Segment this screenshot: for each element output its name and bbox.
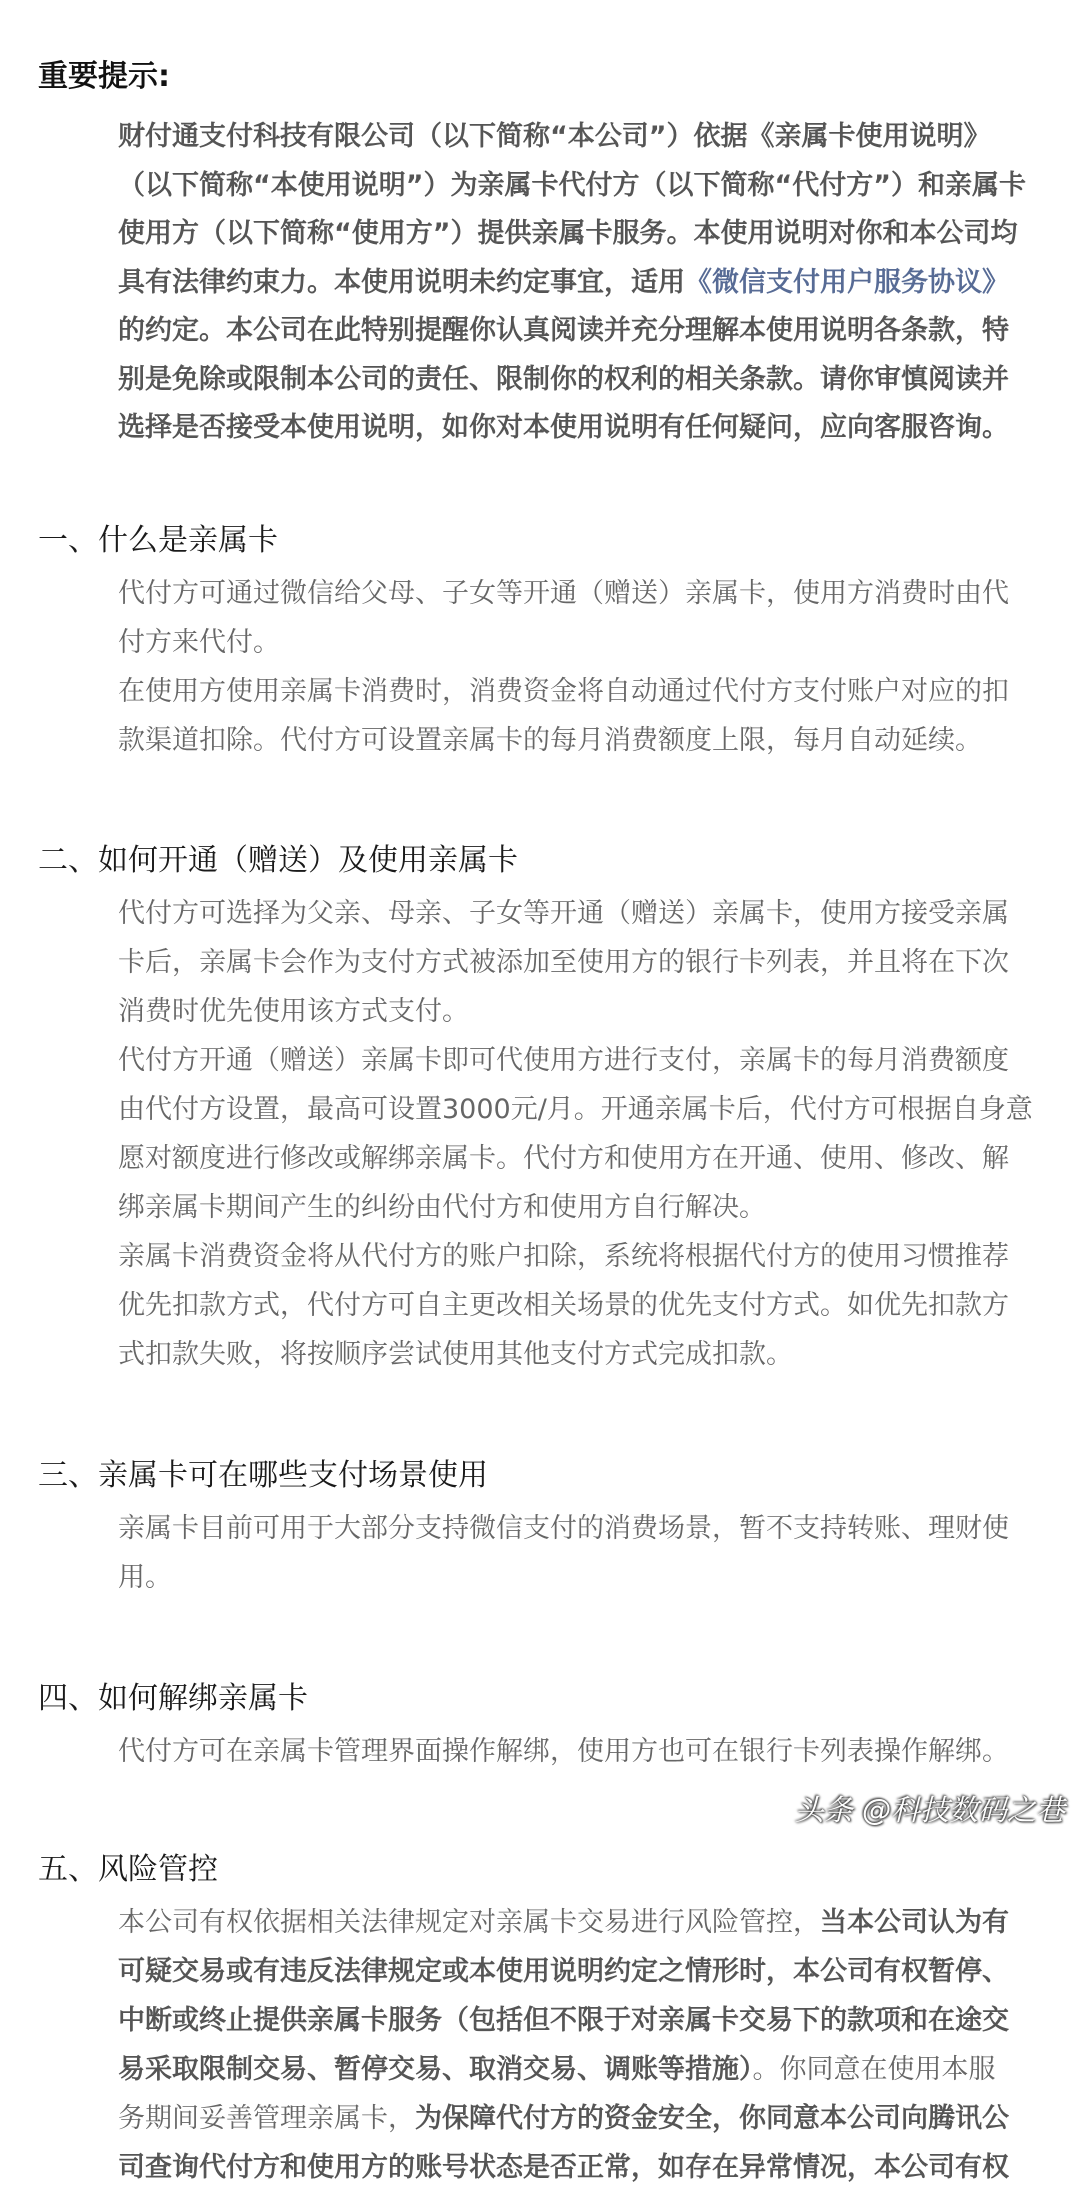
text-line xyxy=(118,1330,1048,1379)
text-line xyxy=(118,1085,1048,1134)
text-line xyxy=(118,1947,1048,1996)
text: 卡后，亲属卡会作为支付方式被添加至使用方的银行卡列表，并且将在下次 xyxy=(118,947,1009,978)
text: 代付方可选择为父亲、母亲、子女等开通（赠送）亲属卡，使用方接受亲属 xyxy=(118,898,1009,929)
text: 亲属卡目前可用于大部分支持微信支付的消费场景，暂不支持转账、理财使 xyxy=(118,1513,1009,1544)
bold-text: 易采取限制交易、暂停交易、取消交易、调账等措施） xyxy=(118,2054,753,2085)
text-line xyxy=(118,1232,1048,1281)
section-heading: 五、风险管控 xyxy=(38,1852,218,1887)
text: 财付通支付科技有限公司（以下简称“本公司”）依据《亲属卡使用说明》 xyxy=(118,121,991,152)
text: 亲属卡消费资金将从代付方的账户扣除，系统将根据代付方的使用习惯推荐 xyxy=(118,1241,1009,1272)
bold-text: 司查询代付方和使用方的账号状态是否正常，如存在异常情况，本公司有权 xyxy=(118,2152,1009,2183)
text: 具有法律约束力。本使用说明未约定事宜，适用 xyxy=(118,266,685,298)
text-line xyxy=(118,2045,1048,2094)
text-line xyxy=(118,667,1048,716)
text: 选择是否接受本使用说明，如你对本使用说明有任何疑问，应向客服咨询。 xyxy=(118,412,1009,443)
text-line xyxy=(118,162,1048,211)
text-line xyxy=(118,987,1048,1036)
section-body xyxy=(118,113,1048,453)
text-line xyxy=(118,1281,1048,1330)
text-line xyxy=(118,569,1048,618)
text-line xyxy=(118,1036,1048,1085)
text: 代付方可在亲属卡管理界面操作解绑，使用方也可在银行卡列表操作解绑。 xyxy=(118,1736,1009,1767)
section-body xyxy=(118,569,1048,765)
text-line xyxy=(118,618,1048,667)
text-line xyxy=(118,2094,1048,2143)
text-line xyxy=(118,210,1048,259)
bold-text: 当本公司认为有 xyxy=(820,1907,1009,1938)
section-heading: 一、什么是亲属卡 xyxy=(38,523,278,558)
text-line xyxy=(118,2143,1048,2192)
text: 优先扣款方式，代付方可自主更改相关场景的优先支付方式。如优先扣款方 xyxy=(118,1290,1009,1321)
text: 务期间妥善管理亲属卡， xyxy=(118,2103,415,2134)
text-line xyxy=(118,1553,1048,1602)
text-line xyxy=(118,1898,1048,1947)
text: 。你同意在使用本服 xyxy=(752,2054,996,2085)
text: 由代付方设置，最高可设置3000元/月。开通亲属卡后，代付方可根据自身意 xyxy=(118,1094,1033,1125)
text-line xyxy=(118,404,1048,453)
text: 使用方（以下简称“使用方”）提供亲属卡服务。本使用说明对你和本公司均 xyxy=(118,218,1018,249)
text: 代付方开通（赠送）亲属卡即可代使用方进行支付，亲属卡的每月消费额度 xyxy=(118,1045,1009,1076)
text-line xyxy=(118,716,1048,765)
text-line xyxy=(118,938,1048,987)
text-line xyxy=(118,1504,1048,1553)
text: 式扣款失败，将按顺序尝试使用其他支付方式完成扣款。 xyxy=(118,1339,793,1370)
text: 在使用方使用亲属卡消费时，消费资金将自动通过代付方支付账户对应的扣 xyxy=(118,676,1009,707)
section-body xyxy=(118,1727,1048,1776)
section-body xyxy=(118,1504,1048,1602)
text: 本公司有权依据相关法律规定对亲属卡交易进行风险管控， xyxy=(118,1907,820,1938)
text-line xyxy=(118,307,1048,356)
bold-text: 可疑交易或有违反法律规定或本使用说明约定之情形时，本公司有权暂停、 xyxy=(118,1956,1009,1987)
text: 款渠道扣除。代付方可设置亲属卡的每月消费额度上限，每月自动延续。 xyxy=(118,725,982,756)
section-body xyxy=(118,889,1048,1379)
text-line xyxy=(118,1134,1048,1183)
watermark: 头条 @科技数码之巷 xyxy=(794,1793,1065,1827)
text: 的约定。本公司在此特别提醒你认真阅读并充分理解本使用说明各条款，特 xyxy=(118,315,1009,346)
text: 用。 xyxy=(118,1562,172,1593)
text: （以下简称“本使用说明”）为亲属卡代付方（以下简称“代付方”）和亲属卡 xyxy=(118,169,1026,201)
text: 绑亲属卡期间产生的纠纷由代付方和使用方自行解决。 xyxy=(118,1192,766,1223)
bold-text: 中断或终止提供亲属卡服务（包括但不限于对亲属卡交易下的款项和在途交 xyxy=(118,2005,1009,2036)
section-heading: 三、亲属卡可在哪些支付场景使用 xyxy=(38,1458,488,1493)
section-heading: 重要提示: xyxy=(38,59,170,94)
text: 付方来代付。 xyxy=(118,627,280,658)
section-heading: 四、如何解绑亲属卡 xyxy=(38,1681,308,1716)
text-line xyxy=(118,259,1048,308)
text-line xyxy=(118,356,1048,405)
text-line xyxy=(118,1183,1048,1232)
text-line xyxy=(118,113,1048,162)
section-body xyxy=(118,1898,1048,2192)
bold-text: 为保障代付方的资金安全，你同意本公司向腾讯公 xyxy=(415,2103,1009,2134)
text: 消费时优先使用该方式支付。 xyxy=(118,996,469,1027)
text: 愿对额度进行修改或解绑亲属卡。代付方和使用方在开通、使用、修改、解 xyxy=(118,1143,1009,1174)
wechat-pay-agreement-link[interactable]: 《微信支付用户服务协议》 xyxy=(685,266,1009,298)
text: 别是免除或限制本公司的责任、限制你的权利的相关条款。请你审慎阅读并 xyxy=(118,363,1009,395)
text-line xyxy=(118,1996,1048,2045)
text: 代付方可通过微信给父母、子女等开通（赠送）亲属卡，使用方消费时由代 xyxy=(118,578,1009,609)
section-heading: 二、如何开通（赠送）及使用亲属卡 xyxy=(38,843,518,878)
text-line xyxy=(118,1727,1048,1776)
text-line xyxy=(118,889,1048,938)
